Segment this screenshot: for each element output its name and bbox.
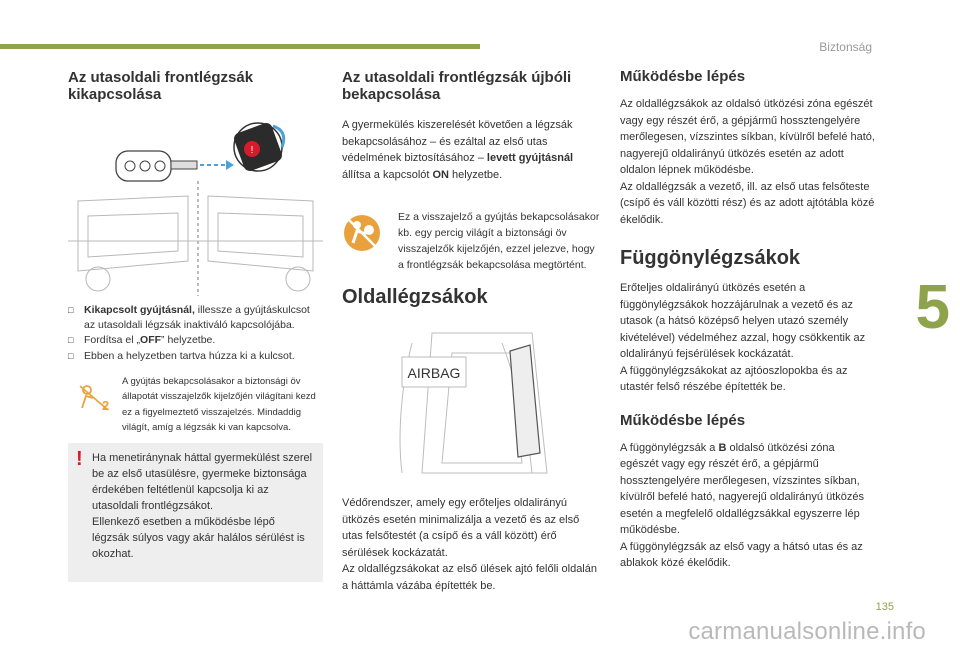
airbag-switch-icon xyxy=(232,121,283,172)
airbag-on-warning-icon xyxy=(342,213,382,258)
checkbox-bullet-icon: □ xyxy=(68,335,74,346)
warning-box: ! Ha menetiránynak háttal gyermekülést szerel be az első utasülésre, gyermeke biztonsága érdekében feltétlenül kapcsolja ki az utasoldali frontlégzsákot. Ellenkező esetben a működésbe lépő légzsák súlyos vagy akár halálos sérülést is okozhat. xyxy=(68,443,323,582)
activation-text: Az oldallégzsákok az oldalsó ütközési zóna egészét vagy egy részét érő, a gépjármű hossztengelyére merőlegesen, vízszintes síkban, kívülről befelé ható, nagyerejű oldalirányú ütközés esetén az adott oldalon lépnek működésbe. Az oldallégzsák a vezető, ill. az első utas felsőteste (csípő és váll közötti rész) és az adott ajtótábla közé ékelődik. xyxy=(620,98,875,226)
curtain-airbags-text: Erőteljes oldalirányú ütközés esetén a függönylégzsákok hozzájárulnak a vezető és az utasok (a hátsó középső helyen utazó személy kivételével) védelméhez azzal, hogy csökkentik az oldalirányú fejsérülések kockázatát. A függönylégzsákokat az ajtóoszlopokba és az utastér felső részébe építették be. xyxy=(620,282,866,393)
list-item: □ Fordítsa el „OFF” helyzetbe. xyxy=(68,333,323,348)
checkbox-bullet-icon: □ xyxy=(68,350,74,361)
activation-title: Működésbe lépés xyxy=(620,68,746,85)
insert-arrow xyxy=(200,160,234,170)
right-column xyxy=(620,60,876,572)
airbag-label: AIRBAG xyxy=(407,365,461,381)
list-item: □ Kikapcsolt gyújtásnál, illessze a gyújtáskulcsot az utasoldali légzsák inaktiváló kapcsolójába. xyxy=(68,304,310,332)
airbag-on-note: Ez a visszajelző a gyújtás bekapcsolásakor kb. egy percig világít a biztonsági öv visszajelzők kijelzőjén, ezzel jelezve, hogy a frontlégzsák bekapcsolása megtörtént. xyxy=(342,209,600,273)
left-title: Az utasoldali frontlégzsák kikapcsolása xyxy=(68,69,254,103)
warning-icon: ! xyxy=(76,448,83,471)
airbag-off-warning-icon xyxy=(78,384,110,417)
left-column xyxy=(68,60,323,582)
activation2-text: A függönylégzsák a B oldalsó ütközési zóna egészét vagy egy részét érő, a gépjármű hossztengelyére merőlegesen, vízszintes síkban, kívülről befelé ható, nagyerejű oldalirányú ütközés esetén a megfelelő oldallégzsákkal egyszerre lép működésbe. A függönylégzsák az első vagy a hátsó utas és az ablakok közé ékelődik. xyxy=(620,441,864,569)
side-airbags-text: Védőrendszer, amely egy erőteljes oldalirányú ütközés esetén minimalizálja a vezető és az első utas felsőtestét (a csípő és a váll között) érő sérülések kockázatát. Az oldallégzsákokat az első ülések ajtó felőli oldalán a háttámla vázába építették be. xyxy=(342,497,597,592)
airbag-off-note: 2 A gyújtás bekapcsolásakor a biztonsági öv állapotát visszajelzők kijelzőjén világítani kezd ez a figyelmeztető visszajelzés. Mindaddig világít, amíg a légzsák ki van kapcsolva. xyxy=(68,374,323,436)
svg-text:!: ! xyxy=(250,145,254,156)
middle-column xyxy=(342,60,600,594)
page-number: 135 xyxy=(875,601,894,613)
checkbox-bullet-icon: □ xyxy=(68,305,74,315)
side-airbags-title: Oldallégzsákok xyxy=(342,286,488,308)
dashboard-sketch xyxy=(68,181,323,296)
list-item: □ Ebben a helyzetben tartva húzza ki a kulcsot. xyxy=(68,349,323,364)
section-title: Biztonság xyxy=(819,40,872,54)
activation2-title: Működésbe lépés xyxy=(620,411,746,429)
chapter-number: 5 xyxy=(915,273,950,342)
instruction-list xyxy=(68,303,323,364)
reactivation-title: Az utasoldali frontlégzsák újbóli bekapcsolása xyxy=(342,69,572,103)
header-accent-bar xyxy=(0,44,480,49)
curtain-airbags-title: Függönylégzsákok xyxy=(620,247,801,269)
svg-text:2: 2 xyxy=(102,397,110,412)
seat-airbag-illustration xyxy=(342,323,600,483)
reactivation-text: A gyermekülés kiszerelését követően a légzsák bekapcsolásához – és ezáltal az első utas védelmének biztosításához – levett gyújtásnál állítsa a kapcsolót ON helyzetbe. xyxy=(342,119,574,181)
key-switch-illustration xyxy=(68,121,323,301)
watermark: carmanualsonline.info xyxy=(688,618,926,645)
key-icon xyxy=(116,151,197,181)
